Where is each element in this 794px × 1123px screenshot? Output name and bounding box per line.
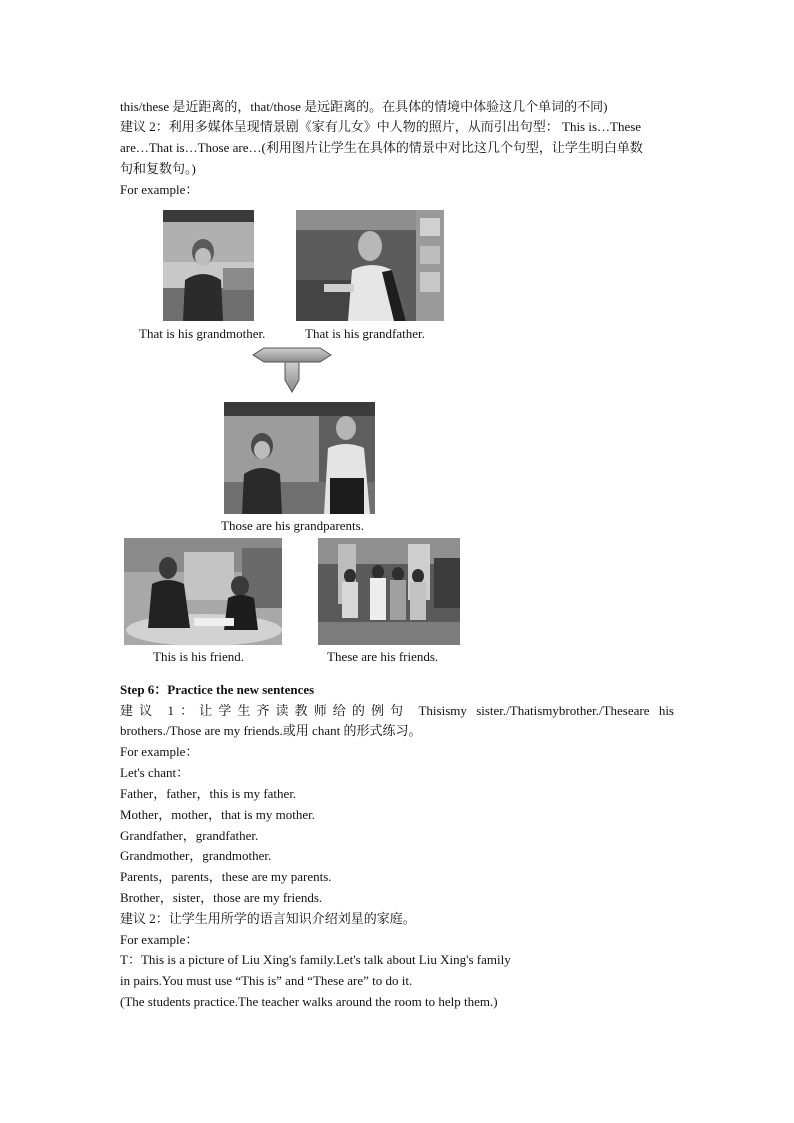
teacher-line-2: in pairs.You must use “This is” and “These are” to do it.: [120, 973, 413, 988]
photo-grandmother: [163, 210, 254, 321]
teacher-line-1: T：This is a picture of Liu Xing's family.Let's talk about Liu Xing's family: [120, 952, 511, 967]
suggestion-1-line-1: 建议 1：让学生齐读教师给的例句 Thisismy sister./Thatismybrother./Theseare his: [120, 703, 674, 718]
caption-grandparents: Those are his grandparents.: [221, 518, 364, 533]
for-example-label-2: For example：: [120, 744, 199, 759]
for-example-label: For example：: [120, 182, 199, 197]
caption-friend: This is his friend.: [153, 649, 244, 664]
suggestion-2-line-3: 句和复数句。): [120, 161, 196, 176]
chant-line: Brother，sister，those are my friends.: [120, 890, 323, 905]
chant-line: Father，father，this is my father.: [120, 786, 297, 801]
teacher-line-3: (The students practice.The teacher walks around the room to help them.): [120, 994, 498, 1009]
photo-friend: [124, 538, 282, 645]
intro-line-1: this/these 是近距离的，that/those 是远距离的。在具体的情境中体验这几个单词的不同): [120, 99, 608, 114]
chant-line: Grandfather，grandfather.: [120, 828, 259, 843]
chant-line: Mother，mother，that is my mother.: [120, 807, 315, 822]
photo-grandparents: [224, 402, 375, 514]
photo-friends: [318, 538, 460, 645]
suggestion-2-line-1: 建议 2：利用多媒体呈现情景剧《家有儿女》中人物的照片，从而引出句型： This is…These: [120, 119, 642, 134]
caption-grandfather: That is his grandfather.: [305, 326, 425, 341]
caption-grandmother: That is his grandmother.: [139, 326, 266, 341]
suggestion-2-practice: 建议 2：让学生用所学的语言知识介绍刘星的家庭。: [120, 911, 416, 926]
suggestion-1-line-2: brothers./Those are my friends.或用 chant 的形式练习。: [120, 723, 422, 738]
for-example-label-3: For example：: [120, 932, 199, 947]
step-6-heading: Step 6：Practice the new sentences: [120, 682, 315, 697]
t-arrow-icon: [252, 346, 332, 394]
photo-grandfather: [296, 210, 444, 321]
chant-line: Grandmother，grandmother.: [120, 848, 272, 863]
caption-friends: These are his friends.: [327, 649, 439, 664]
chant-title: Let's chant：: [120, 765, 190, 780]
suggestion-2-line-2: are…That is…Those are…(利用图片让学生在具体的情景中对比这几个句型，让学生明白单数: [120, 140, 643, 155]
chant-line: Parents，parents，these are my parents.: [120, 869, 332, 884]
